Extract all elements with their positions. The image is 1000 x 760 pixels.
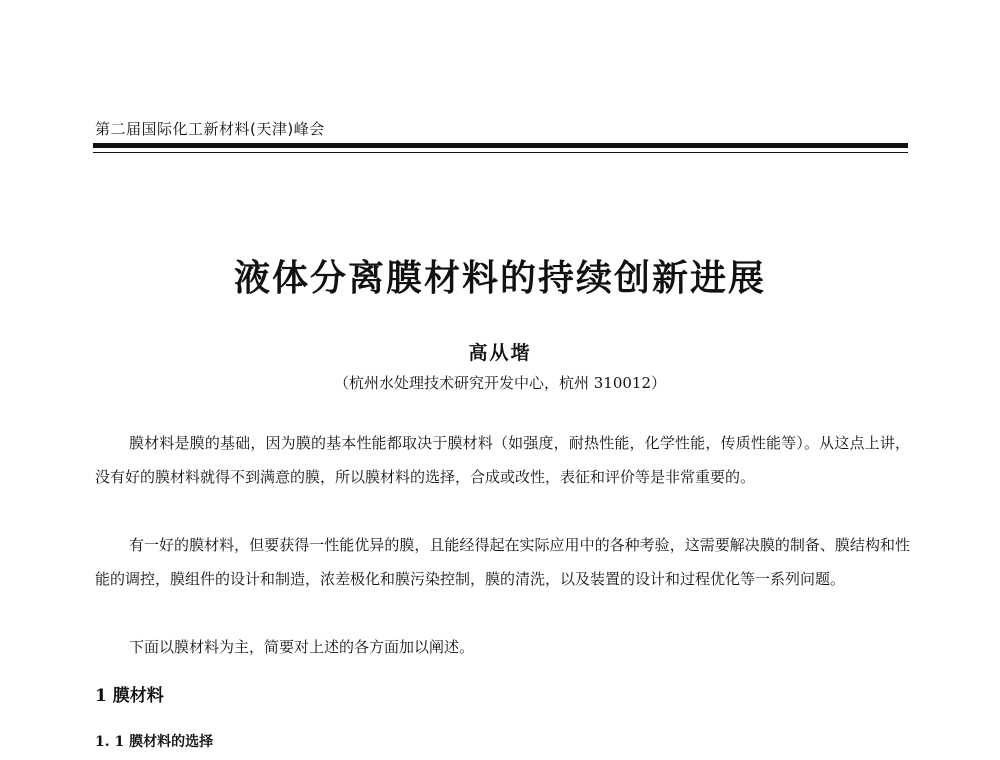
section-heading: 1 膜材料 [95, 686, 164, 706]
header-rule-thin [93, 152, 908, 153]
author-name: 高从堦 [468, 342, 532, 364]
body-paragraph-1: 膜材料是膜的基础，因为膜的基本性能都取决于膜材料（如强度，耐热性能，化学性能，传质性能等）。从这点上讲，没有好的膜材料就得不到满意的膜，所以膜材料的选择，合成或改性，表征和评价等是非常重要的。 [95, 434, 910, 486]
paper-title: 液体分离膜材料的持续创新进展 [233, 257, 766, 299]
running-header: 第二届国际化工新材料(天津)峰会 [95, 120, 325, 138]
subsection-heading: 1. 1 膜材料的选择 [95, 734, 214, 750]
header-rule-thick [93, 143, 908, 148]
author-affiliation: （杭州水处理技术研究开发中心，杭州 310012） [333, 374, 667, 392]
body-paragraph-2: 有一好的膜材料，但要获得一性能优异的膜，且能经得起在实际应用中的各种考验，这需要解决膜的制备、膜结构和性能的调控，膜组件的设计和制造，浓差极化和膜污染控制，膜的清洗，以及装置的设计和过程优化等一系列问题。 [95, 536, 910, 588]
body-paragraph-3: 下面以膜材料为主，简要对上述的各方面加以阐述。 [129, 638, 475, 656]
